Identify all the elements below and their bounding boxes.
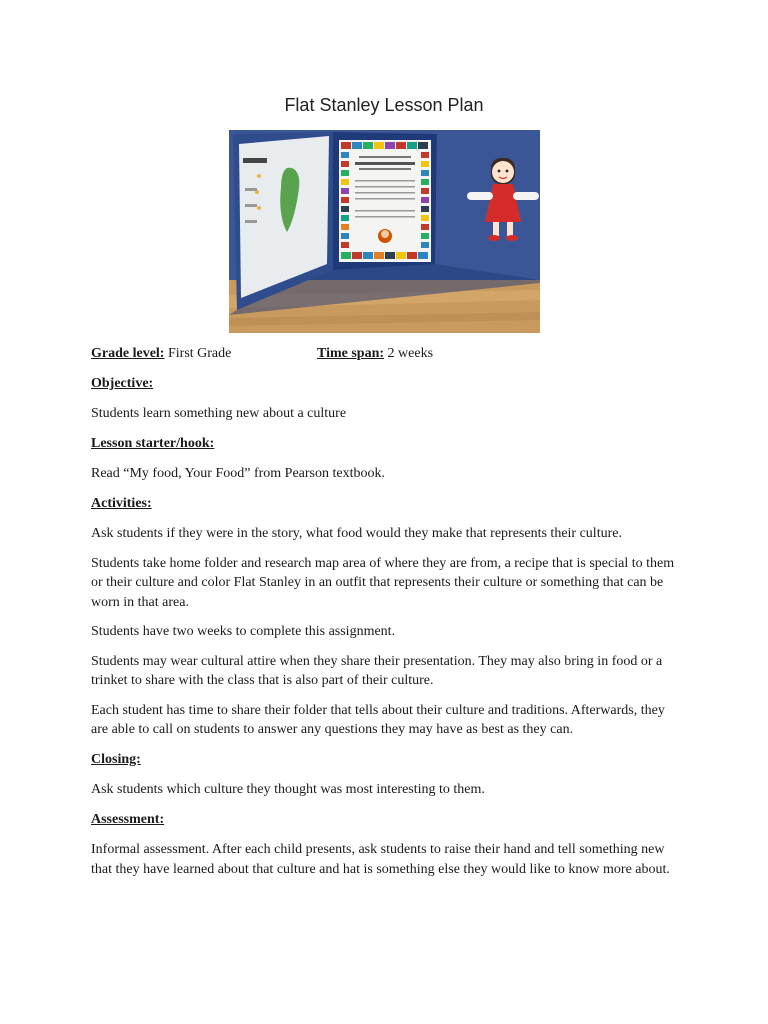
hook-heading: Lesson starter/hook: — [91, 435, 215, 451]
folder-display-image — [229, 130, 540, 333]
objective-text: Students learn something new about a culture — [91, 406, 347, 421]
activity-item: Students have two weeks to complete this assignment. — [91, 624, 396, 639]
assessment-text: Informal assessment. After each child presents, ask students to raise their hand and tell something new that they have learned about that culture and hat is something else they would like to know more about. — [91, 842, 670, 877]
time-span-value: 2 weeks — [387, 346, 434, 361]
hook-text: Read “My food, Your Food” from Pearson textbook. — [91, 466, 385, 481]
page-title: Flat Stanley Lesson Plan — [284, 95, 484, 115]
time-span — [317, 344, 433, 364]
assessment-heading: Assessment: — [91, 811, 165, 827]
closing-text: Ask students which culture they thought was most interesting to them. — [91, 782, 485, 797]
activity-item: Students may wear cultural attire when they share their presentation. They may also bring in food or a trinket to share with the class that is also part of their culture. — [91, 653, 663, 688]
lesson-body — [91, 344, 681, 889]
grade-level-value: First Grade — [167, 346, 232, 361]
lesson-photo — [229, 130, 540, 333]
flags-border-poster — [339, 140, 431, 262]
activity-item: Each student has time to share their folder that tells about their culture and traditions. Afterwards, they are able to call on students to answer any questions they may have as best as they can. — [91, 702, 665, 737]
time-span-label: Time span: — [317, 346, 385, 361]
grade-level-label: Grade level: — [91, 346, 165, 361]
meta-row — [91, 344, 681, 364]
objective-heading: Objective: — [91, 375, 154, 391]
grade-level — [91, 344, 317, 364]
activities-heading: Activities: — [91, 495, 152, 511]
activity-item: Students take home folder and research map area of where they are from, a recipe that is special to them or their culture and color Flat Stanley in an outfit that represents their culture or something that can be worn in that area. — [91, 555, 675, 610]
closing-heading: Closing: — [91, 751, 141, 767]
activity-item: Ask students if they were in the story, what food would they make that represents their culture. — [91, 526, 622, 541]
